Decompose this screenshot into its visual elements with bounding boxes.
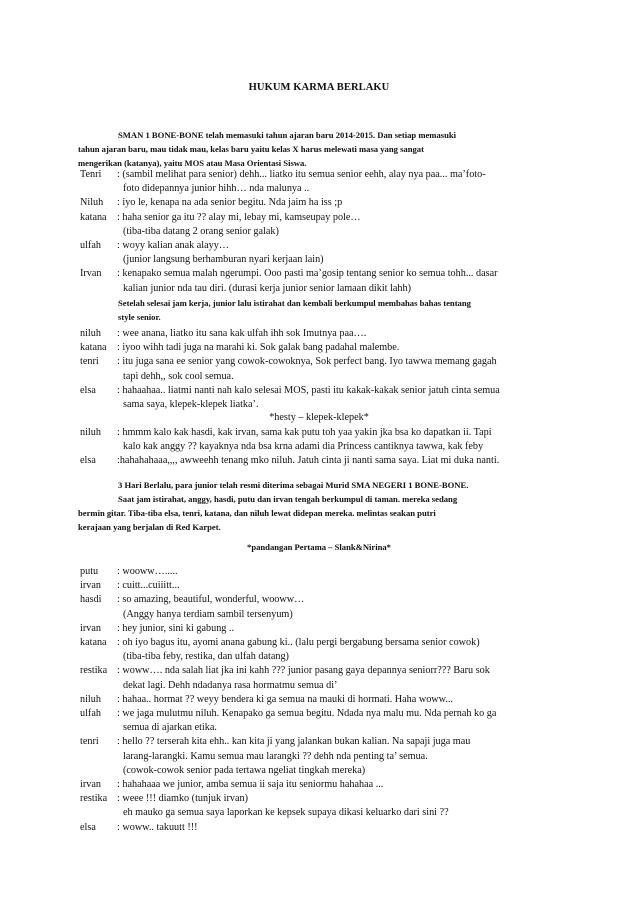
dialog-text: (tiba-tiba datang 2 orang senior galak) — [123, 225, 279, 237]
dialog-text: (cowok-cowok senior pada tertawa ngeliat tingkah mereka) — [123, 764, 366, 776]
dialog-text: : so amazing, beautiful, wonderful, wooww… — [117, 594, 305, 606]
dialog-text: : wee anana, liatko itu sana kak ulfah ihh sok Imutnya paa…. — [117, 328, 367, 339]
narration-paragraph — [80, 296, 560, 324]
dialog-line — [80, 282, 565, 296]
dialog-line — [80, 565, 565, 579]
dialog-line — [80, 440, 565, 454]
dialog-line — [80, 225, 565, 239]
dialog-text: : woyy kalian anak alayy… — [117, 240, 230, 252]
center-note: *hesty – klepek-klepek* — [269, 412, 369, 423]
narration-line: SMAN 1 BONE-BONE telah memasuki tahun ajaran baru 2014-2015. Dan setiap memasuki — [118, 130, 457, 140]
dialog-line — [80, 636, 565, 650]
narration-line: 3 Hari Berlalu, para junior telah resmi diterima sebagai Murid SMA NEGERI 1 BONE-BONE. — [118, 480, 469, 490]
dialog-line — [80, 792, 565, 806]
speaker-name: irvan — [80, 622, 101, 634]
speaker-name — [80, 679, 117, 693]
dialog-text: (tiba-tiba feby, restika, dan ulfah datang) — [123, 651, 289, 663]
dialog-text: sama saya, klepek-klepek liatka’. — [123, 399, 259, 411]
narration-line: bermin gitar. Tiba-tiba elsa, tenri, katana, dan niluh lewat didepan mereka. melintas seakan putri — [78, 508, 436, 518]
dialog-line — [80, 267, 565, 281]
narration-paragraph — [80, 128, 560, 170]
narration-line: style senior. — [118, 312, 161, 322]
dialog-text: : woww…. nda salah liat jka ini kahh ??? junior pasang gaya depannya seniorr??? Baru sok — [117, 665, 490, 677]
speaker-name: katana — [80, 342, 107, 354]
speaker-name: irvan — [80, 779, 101, 791]
narration-line: Saat jam istirahat, anggy, hasdi, putu dan irvan tengah berkumpul di taman. mereka sedang — [118, 494, 458, 504]
dialog-text: :hahahahaaa,,,, awweehh tenang mko niluh. Jatuh cinta ji nanti sama saya. Liat mi duka nanti. — [117, 455, 500, 467]
speaker-name: putu — [80, 566, 99, 577]
dialog-text: : hahahaaa we junior, amba semua ii saja itu seniormu hahahaa ... — [117, 779, 384, 791]
dialog-line — [80, 454, 565, 468]
dialog-line — [80, 370, 565, 384]
dialog-text: kalian junior nda tau diri. (durasi kerja junior senior lamaan dikit lahh) — [123, 282, 411, 294]
dialog-line — [80, 384, 565, 398]
narration-line: Setelah selesai jam kerja, junior lalu istirahat dan kembali berkumpul membahas bahas tentang — [118, 298, 471, 308]
dialog-text: dekat lagi. Dehh ndadanya rasa hormatmu semua di’ — [123, 679, 338, 691]
dialog-line — [80, 327, 565, 341]
speaker-name: hasdi — [80, 594, 102, 606]
dialog-line — [80, 764, 565, 778]
dialog-text: (Anggy hanya terdiam sambil tersenyum) — [123, 608, 293, 620]
speaker-name: elsa — [80, 384, 96, 396]
dialog-line — [80, 211, 565, 225]
dialog-line — [80, 168, 565, 182]
dialog-text: foto didepannya junior hihh… nda malunya .. — [123, 183, 310, 195]
dialog-text: : woww.. takuutt !!! — [117, 821, 198, 833]
speaker-name — [80, 182, 117, 196]
speaker-name — [80, 398, 117, 412]
speaker-name: tenri — [80, 356, 99, 368]
dialog-line — [80, 693, 565, 707]
speaker-name: restika — [80, 665, 108, 677]
dialog-text: (junior langsung berhamburan nyari kerjaan lain) — [123, 254, 324, 266]
dialog-text: : kenapako semua malah ngerumpi. Ooo pasti ma’gosip tentang senior ko semua tohh... dasar — [117, 268, 498, 280]
dialog-text: : weee !!! diamko (tunjuk irvan) — [117, 793, 248, 805]
speaker-name: niluh — [80, 427, 101, 438]
dialog-text: : iyoo wihh tadi juga na marahi ki. Sok galak bang padahal malembe. — [117, 342, 400, 354]
dialog-line — [80, 721, 565, 735]
speaker-name — [80, 750, 117, 764]
dialog-line — [80, 664, 565, 678]
speaker-name: elsa — [80, 821, 96, 833]
dialog-block — [80, 565, 565, 835]
dialog-block — [80, 168, 565, 296]
dialog-line — [80, 593, 565, 607]
speaker-name — [80, 282, 117, 296]
dialog-text: : iyo le, kenapa na ada senior begitu. Nda jaim ha iss ;p — [117, 197, 343, 209]
dialog-line — [80, 398, 565, 412]
narration-paragraph — [80, 478, 560, 534]
dialog-text: : we jaga mulutmu niluh. Kenapako ga semua begitu. Ndada nya malu mu. Nda pernah ko ga — [117, 708, 497, 720]
speaker-name — [80, 806, 117, 820]
dialog-text: : hahaa.. hormat ?? weyy bendera ki ga semua na mauki di hormati. Haha woww... — [117, 693, 453, 705]
dialog-line — [80, 806, 565, 820]
narration-line: tahun ajaran baru, mau tidak mau, kelas baru yaitu kelas X harus melewati masa yang sangat — [78, 144, 424, 154]
dialog-text: : hey junior, sini ki gabung .. — [117, 622, 235, 634]
speaker-name: niluh — [80, 328, 101, 339]
speaker-name — [80, 721, 117, 735]
dialog-line — [80, 821, 565, 835]
dialog-text: : haha senior ga itu ?? alay mi, lebay mi, kamseupay pole… — [117, 211, 361, 223]
speaker-name — [80, 608, 117, 622]
narration-line: mengerikan (katanya), yaitu MOS atau Masa Orientasi Siswa. — [78, 158, 307, 168]
dialog-line — [80, 750, 565, 764]
speaker-name: ulfah — [80, 240, 101, 252]
dialog-line — [80, 608, 565, 622]
speaker-name: Niluh — [80, 197, 104, 209]
dialog-text: : (sambil melihat para senior) dehh... liatko itu semua senior eehh, alay nya paa... ma’foto- — [117, 169, 486, 180]
dialog-line — [80, 622, 565, 636]
document-title: HUKUM KARMA BERLAKU — [248, 82, 390, 93]
dialog-line — [80, 239, 565, 253]
dialog-line — [80, 341, 565, 355]
speaker-name: restika — [80, 793, 108, 805]
dialog-line — [80, 679, 565, 693]
dialog-line — [80, 426, 565, 440]
speaker-name: elsa — [80, 455, 96, 467]
speaker-name — [80, 764, 117, 778]
dialog-line — [80, 778, 565, 792]
dialog-text: : hahaahaa.. liatmi nanti nah kalo selesai MOS, pasti itu kakak-kakak senior jatuh cinta semua — [117, 384, 500, 396]
dialog-line — [80, 182, 565, 196]
speaker-name — [80, 650, 117, 664]
speaker-name — [80, 225, 117, 239]
dialog-line — [80, 579, 565, 593]
speaker-name: katana — [80, 637, 107, 649]
dialog-text: : hello ?? terserah kita ehh.. kan kita ji yang jalankan bukan kalian. Na sapaji juga mau — [117, 736, 471, 748]
dialog-line — [80, 735, 565, 749]
dialog-text: : wooww…..... — [117, 566, 178, 577]
dialog-line — [80, 196, 565, 210]
dialog-text: : cuitt...cuiiitt... — [117, 580, 180, 592]
narration-line: kerajaan yang berjalan di Red Karpet. — [78, 522, 221, 532]
dialog-line — [80, 355, 565, 369]
speaker-name: Tenri — [80, 169, 102, 180]
speaker-name: irvan — [80, 580, 101, 592]
dialog-block — [80, 426, 565, 469]
speaker-name: Irvan — [80, 268, 102, 280]
dialog-text: semua di ajarkan etika. — [123, 722, 217, 734]
speaker-name: katana — [80, 211, 107, 223]
speaker-name — [80, 253, 117, 267]
dialog-text: : itu juga sana ee senior yang cowok-cowoknya, Sok perfect bang. Iyo tawwa memang gagah — [117, 356, 497, 368]
speaker-name: niluh — [80, 693, 101, 705]
speaker-name — [80, 370, 117, 384]
dialog-line — [80, 253, 565, 267]
dialog-line — [80, 707, 565, 721]
speaker-name — [80, 440, 117, 454]
scene-heading: *pandangan Pertama – Slank&Nirina* — [247, 542, 391, 552]
dialog-text: eh mauko ga semua saya laporkan ke kepsek supaya dikasi keluarko dari sini ?? — [123, 807, 449, 819]
dialog-line — [80, 650, 565, 664]
dialog-text: tapi dehh,, sok cool semua. — [123, 370, 234, 382]
dialog-text: : hmmm kalo kak hasdi, kak irvan, sama kak putu toh yaa yakin jka bsa ko dapatkan ii. Tapi — [117, 427, 492, 438]
speaker-name: ulfah — [80, 708, 101, 720]
dialog-block — [80, 327, 565, 412]
speaker-name: tenri — [80, 736, 99, 748]
dialog-text: : oh iyo bagus itu, ayomi anana gabung ki.. (lalu pergi bergabung bersama senior cowok) — [117, 637, 480, 649]
dialog-text: larang-larangki. Kamu semua mau larangki ?? dehh nda penting ta’ semua. — [123, 750, 428, 762]
dialog-text: kalo kak anggy ?? kayaknya nda bsa krna adami dia Princess cantiknya tawwa, kak feby — [123, 441, 484, 453]
